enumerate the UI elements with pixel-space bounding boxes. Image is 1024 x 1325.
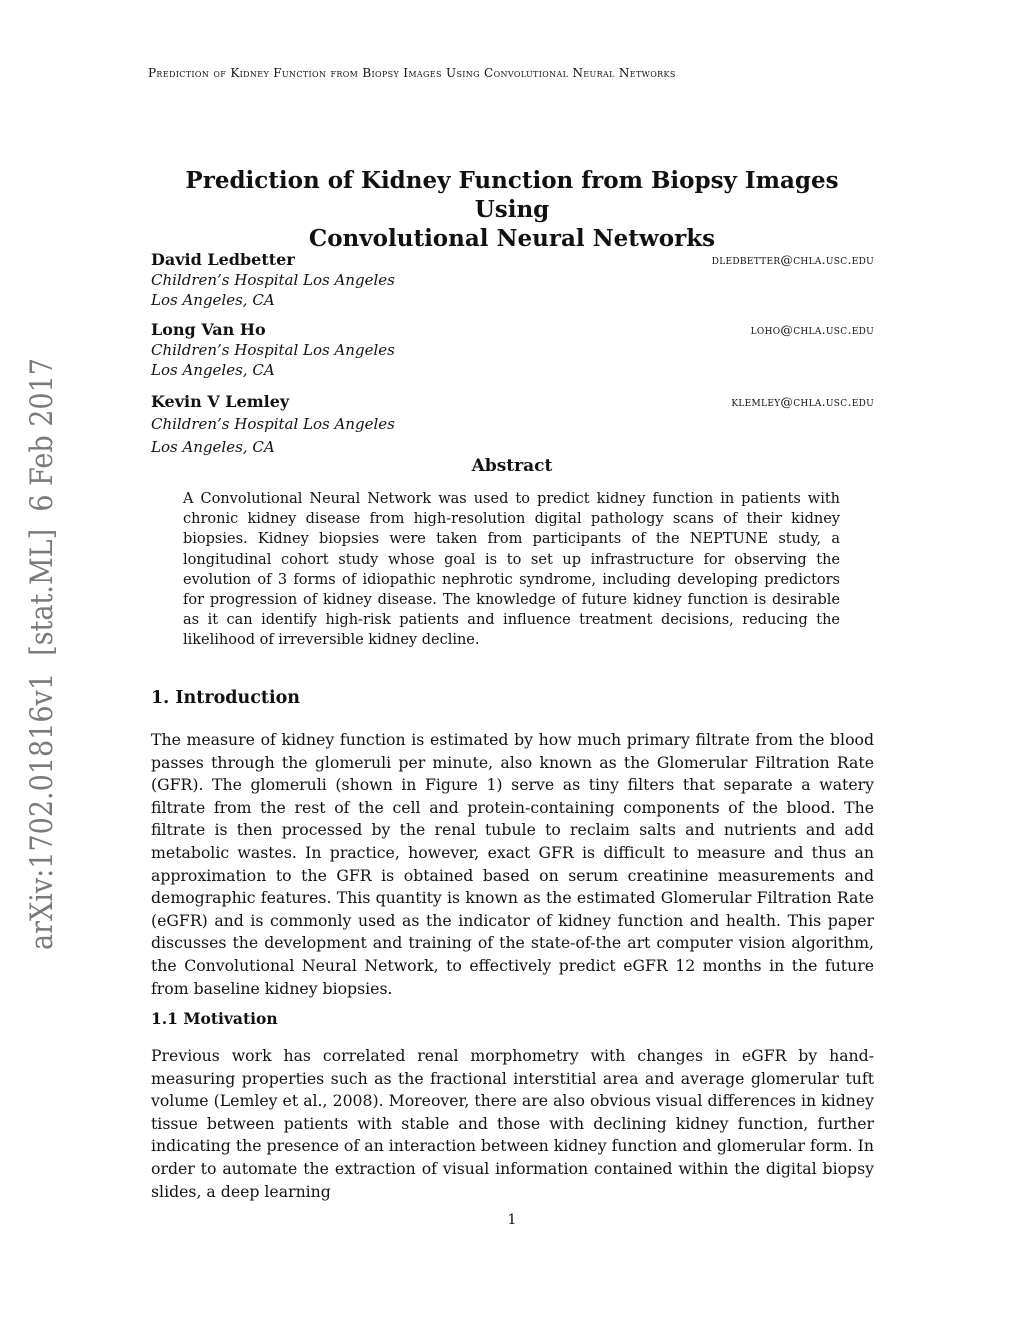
paper-title <box>150 166 874 253</box>
author-location: Los Angeles, CA <box>151 361 275 379</box>
author-affiliation: Children’s Hospital Los Angeles <box>151 415 395 433</box>
abstract-text: A Convolutional Neural Network was used to predict kidney function in patients with chronic kidney disease from high-resolution digital pathology scans of their kidney biopsies. Kidney biopsies were taken from participants of the NEPTUNE study, a longitudinal cohort study whose goal is to set up infrastructure for observing the evolution of 3 forms of idiopathic nephrotic syndrome, including developing predictors for progression of kidney disease. The knowledge of future kidney function is desirable as it can identify high-risk patients and influence treatment decisions, reducing the likelihood of irreversible kidney decline. <box>183 491 840 649</box>
author-name: Long Van Ho <box>151 320 266 339</box>
title-line-2: Convolutional Neural Networks <box>308 225 716 252</box>
author-name: Kevin V Lemley <box>151 392 290 411</box>
subsection-heading-motivation: 1.1 Motivation <box>151 1009 278 1028</box>
motivation-paragraph: Previous work has correlated renal morphometry with changes in eGFR by hand-measuring properties such as the fractional interstitial area and average glomerular tuft volume (Lemley et al., 2008). Moreover, there are also obvious visual differences in kidney tissue between patients with stable and those with declining kidney function, further indicating the presence of an interaction between kidney function and glomerular form. In order to automate the extraction of visual information contained within the digital biopsy slides, a deep learning <box>151 1046 874 1201</box>
arxiv-stamp-text: arXiv:1702.01816v1 [stat.ML] 6 Feb 2017 <box>24 355 60 950</box>
introduction-paragraph: The measure of kidney function is estimated by how much primary filtrate from the blood passes through the glomeruli per minute, also known as the Glomerular Filtration Rate (GFR). The glomeruli (shown in Figure 1) serve as tiny filters that separate a watery filtrate from the rest of the cell and protein-containing components of the blood. The filtrate is then processed by the renal tubule to reclaim salts and nutrients and add metabolic wastes. In practice, however, exact GFR is difficult to measure and thus an approximation to the GFR is obtained based on serum creatinine measurements and demographic features. This quantity is known as the estimated Glomerular Filtration Rate (eGFR) and is commonly used as the indicator of kidney function and health. This paper discusses the development and training of the state-of-the art computer vision algorithm, the Convolutional Neural Network, to effectively predict eGFR 12 months in the future from baseline kidney biopsies. <box>151 730 874 998</box>
author-email[interactable]: dledbetter@chla.usc.edu <box>711 252 874 267</box>
author-affiliation: Children’s Hospital Los Angeles <box>151 341 395 359</box>
abstract-heading: Abstract <box>471 456 553 476</box>
running-head: Prediction of Kidney Function from Biopsy Images Using Convolutional Neural Networks <box>148 66 676 80</box>
author-email[interactable]: klemley@chla.usc.edu <box>731 394 874 409</box>
arxiv-stamp-graphic <box>20 355 62 950</box>
arxiv-identifier-stamp <box>20 355 62 950</box>
author-affiliation: Children’s Hospital Los Angeles <box>151 271 395 289</box>
title-line-1: Prediction of Kidney Function from Biopsy Images Using <box>185 167 839 223</box>
section-heading-introduction: 1. Introduction <box>151 688 300 708</box>
author-location: Los Angeles, CA <box>151 291 275 309</box>
author-email[interactable]: loho@chla.usc.edu <box>750 322 874 337</box>
author-location: Los Angeles, CA <box>151 438 275 456</box>
author-name: David Ledbetter <box>151 250 295 269</box>
page-number: 1 <box>507 1212 517 1228</box>
